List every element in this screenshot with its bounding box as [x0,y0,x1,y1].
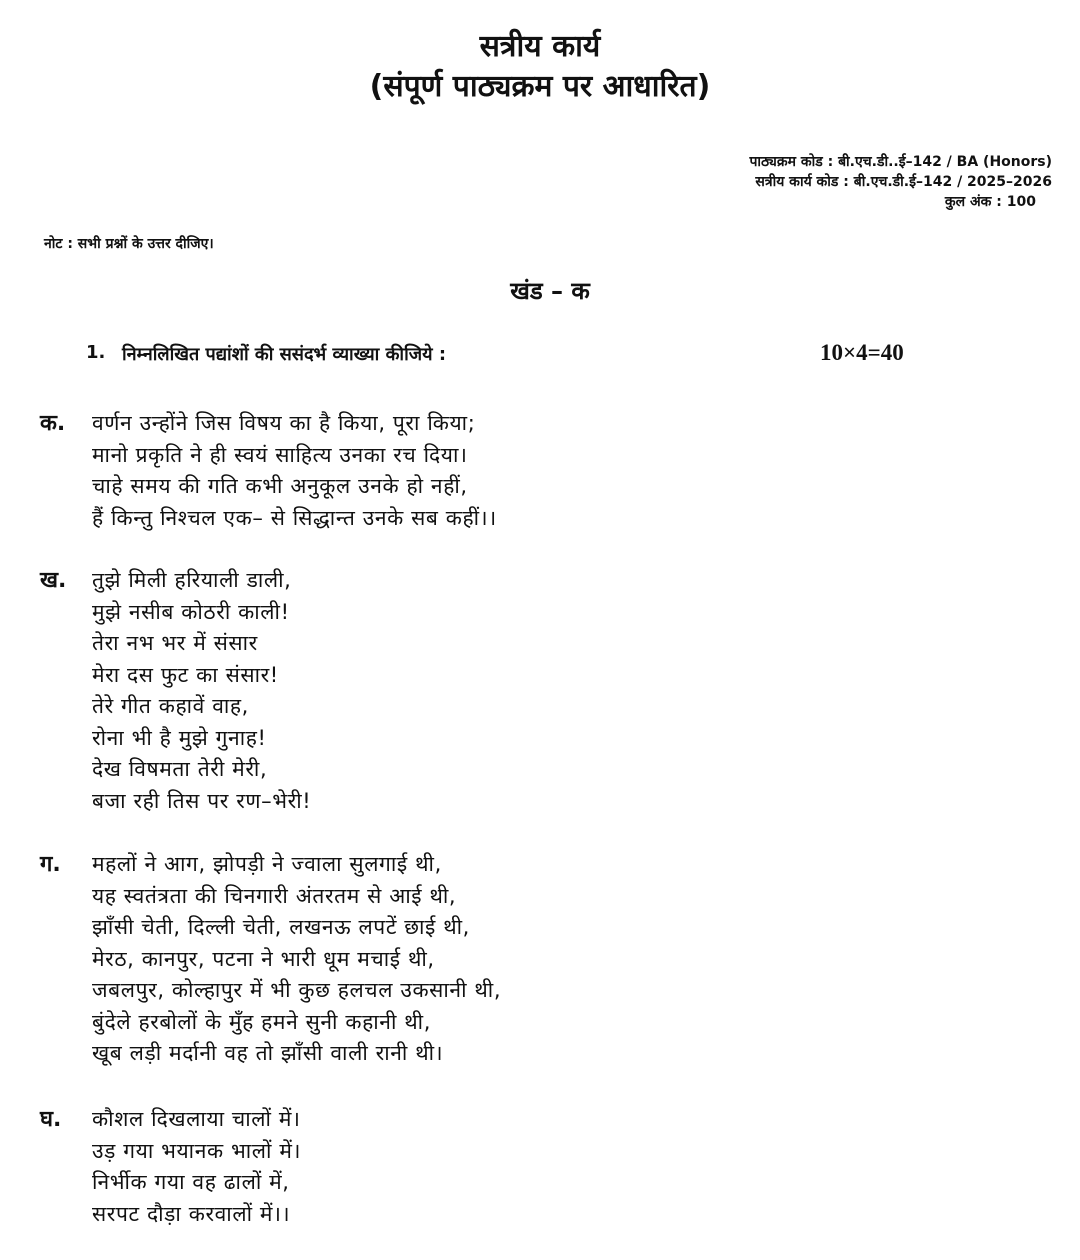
verse-line: चाहे समय की गति कभी अनुकूल उनके हो नहीं, [92,474,468,498]
assignment-code: सत्रीय कार्य कोड : बी.एच.डी.ई–142 / 2025–2026 [755,174,1052,190]
verse-line: तेरे गीत कहावें वाह, [92,694,249,718]
verse-line: रोना भी है मुझे गुनाह! [92,725,267,750]
verse-line: महलों ने आग, झोपड़ी ने ज्वाला सुलगाई थी, [92,852,442,876]
verse-line: खूब लड़ी मर्दानी वह तो झाँसी वाली रानी थी। [92,1041,444,1065]
page-title: सत्रीय कार्य [479,29,601,64]
stanza-label: क. [40,411,66,436]
instruction-note: नोट : सभी प्रश्नों के उत्तर दीजिए। [44,236,214,252]
verse-line: मुझे नसीब कोठरी काली! [92,599,290,624]
stanza-label: ग. [40,852,61,877]
course-code: पाठ्यक्रम कोड : बी.एच.डी..ई–142 / BA (Honors) [749,154,1052,170]
stanza-label: घ. [40,1107,62,1132]
verse-line: बुंदेले हरबोलों के मुँह हमने सुनी कहानी थी, [92,1009,431,1034]
course-info-block [749,152,1052,212]
verse-line: वर्णन उन्होंने जिस विषय का है किया, पूरा किया; [92,411,476,435]
verse-line: देख विषमता तेरी मेरी, [92,757,268,781]
verse-line: तेरा नभ भर में संसार [92,631,258,655]
verse-line: बजा रही तिस पर रण–भेरी! [92,788,312,813]
verse-line: मेरठ, कानपुर, पटना ने भारी धूम मचाई थी, [92,946,435,971]
verse-line: जबलपुर, कोल्हापुर में भी कुछ हलचल उकसानी थी, [92,978,502,1002]
stanza-label: ख. [40,568,67,593]
question-marks: 10×4=40 [820,340,904,365]
verse-line: उड़ गया भयानक भालों में। [92,1138,302,1163]
verse-line: तुझे मिली हरियाली डाली, [92,568,292,592]
verse-line: मेरा दस फुट का संसार! [92,662,279,687]
page-subtitle: (संपूर्ण पाठ्यक्रम पर आधारित) [369,69,711,104]
stanza-lines [92,565,712,817]
question-number: 1. [86,342,106,363]
verse-line: सरपट दौड़ा करवालों में।। [92,1201,291,1226]
verse-line: यह स्वतंत्रता की चिनगारी अंतरतम से आई थी, [92,883,457,908]
verse-line: हैं किन्तु निश्चल एक– से सिद्धान्त उनके सब कहीं।। [92,505,497,530]
section-heading: खंड – क [510,277,590,305]
verse-line: मानो प्रकृति ने ही स्वयं साहित्य उनका रच दिया। [92,442,468,467]
stanza-lines [92,408,712,534]
stanza-lines [92,1104,712,1230]
stanza-lines [92,849,712,1070]
verse-line: निर्भीक गया वह ढालों में, [92,1170,290,1194]
question-text: निम्नलिखित पद्यांशों की ससंदर्भ व्याख्या कीजिये : [122,344,447,365]
verse-line: झाँसी चेती, दिल्ली चेती, लखनऊ लपटें छाई थी, [92,915,470,939]
total-marks: कुल अंक : 100 [944,194,1036,210]
verse-line: कौशल दिखलाया चालों में। [92,1107,301,1131]
